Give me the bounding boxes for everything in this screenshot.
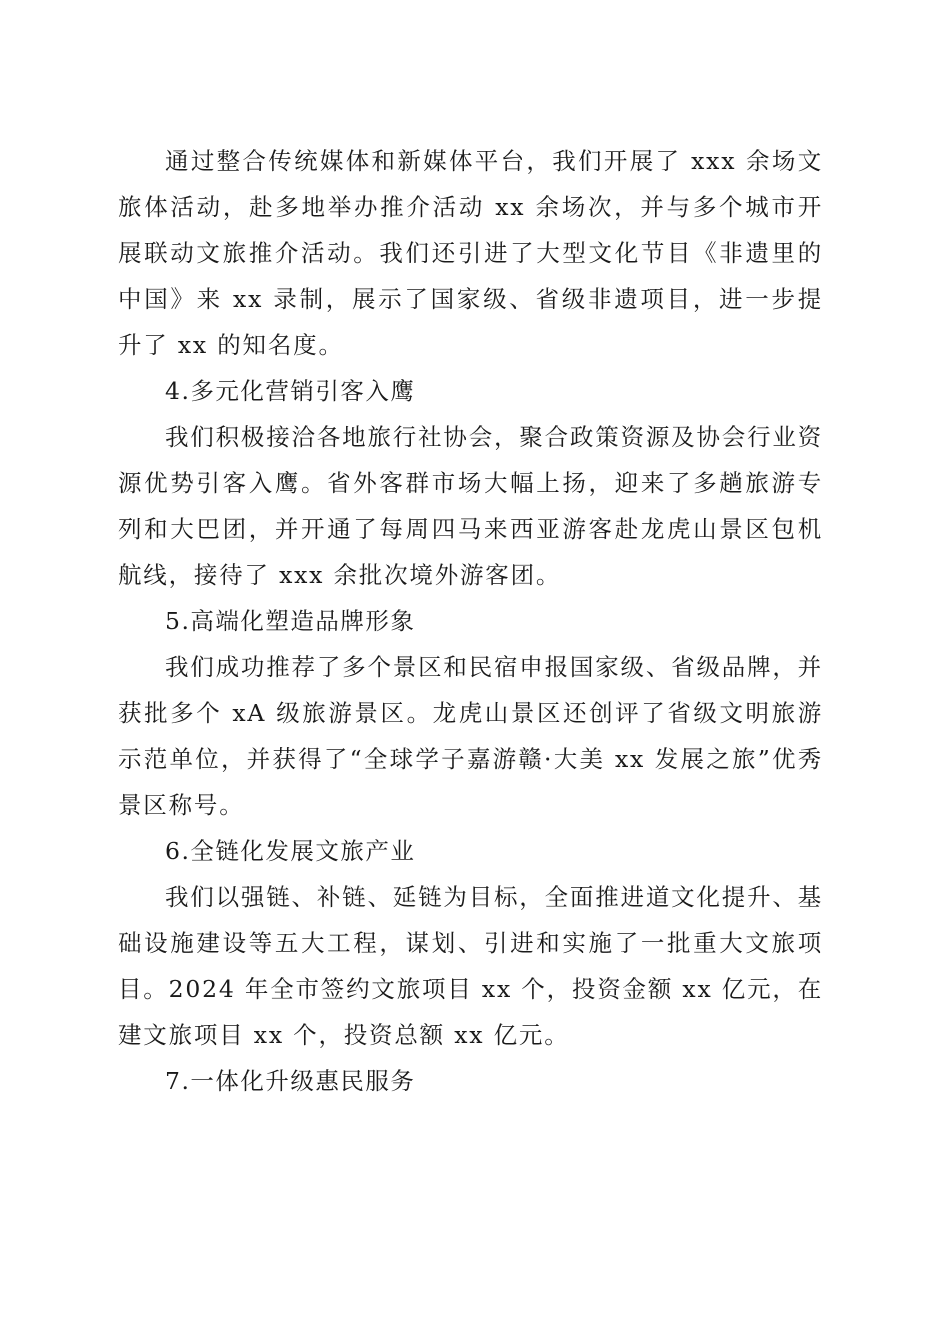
paragraph-travel-agency-outreach: 我们积极接洽各地旅行社协会，聚合政策资源及协会行业资源优势引客入鹰。省外客群市场大幅上扬，迎来了多趟旅游专列和大巴团，并开通了每周四马来西亚游客赴龙虎山景区包机航线，接待了 xxx 余批次境外游客团。 — [118, 423, 823, 589]
paragraph-brand-awards: 我们成功推荐了多个景区和民宿申报国家级、省级品牌，并获批多个 xA 级旅游景区。龙虎山景区还创评了省级文明旅游示范单位，并获得了“全球学子嘉游赣·大美 xx 发展之旅”优秀景区称号。 — [118, 653, 823, 819]
heading-high-end-brand: 5.高端化塑造品牌形象 — [165, 607, 416, 635]
heading-full-chain-industry: 6.全链化发展文旅产业 — [165, 837, 416, 865]
heading-diversified-marketing: 4.多元化营销引客入鹰 — [165, 377, 416, 405]
paragraph-industry-projects: 我们以强链、补链、延链为目标，全面推进道文化提升、基础设施建设等五大工程，谋划、引进和实施了一批重大文旅项目。2024 年全市签约文旅项目 xx 个，投资金额 xx 亿元，在建文旅项目 xx 个，投资总额 xx 亿元。 — [118, 883, 823, 1049]
heading-integrated-services: 7.一体化升级惠民服务 — [165, 1067, 416, 1095]
document-body — [118, 138, 823, 1104]
paragraph-promotion-activities: 通过整合传统媒体和新媒体平台，我们开展了 xxx 余场文旅体活动，赴多地举办推介活动 xx 余场次，并与多个城市开展联动文旅推介活动。我们还引进了大型文化节目《非遗里的中国》来 xx 录制，展示了国家级、省级非遗项目，进一步提升了 xx 的知名度。 — [118, 147, 823, 359]
